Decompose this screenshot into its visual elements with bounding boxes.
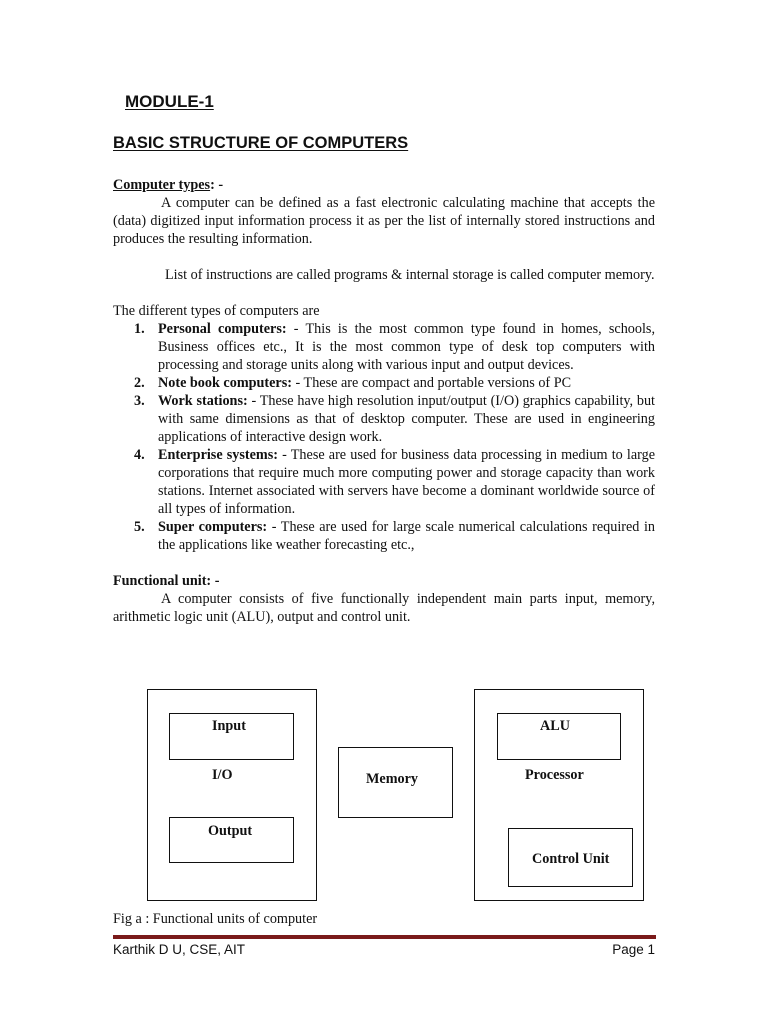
computer-types-suffix: : - bbox=[210, 177, 224, 193]
programs-paragraph: List of instructions are called programs & internal storage is called computer memory. bbox=[165, 267, 655, 283]
computer-types-heading bbox=[113, 176, 655, 194]
list-item-term: Super computers: bbox=[158, 519, 268, 535]
types-intro: The different types of computers are bbox=[113, 303, 320, 319]
functional-unit-heading: Functional unit: - bbox=[113, 573, 220, 589]
list-item bbox=[158, 446, 655, 518]
list-item-term: Note book computers: bbox=[158, 375, 292, 391]
footer-rule bbox=[113, 935, 656, 939]
processor-label: Processor bbox=[525, 767, 584, 783]
input-label: Input bbox=[212, 718, 246, 734]
document-body bbox=[113, 176, 655, 626]
output-label: Output bbox=[208, 823, 253, 839]
module-title: MODULE-1 bbox=[125, 92, 214, 111]
functional-unit-paragraph: A computer consists of five functionally independent main parts input, memory, arithmetic logic unit (ALU), output and control unit. bbox=[113, 591, 655, 625]
list-item bbox=[158, 392, 655, 446]
page-number: Page 1 bbox=[612, 942, 655, 957]
list-item-term: Work stations: bbox=[158, 393, 248, 409]
list-item bbox=[158, 320, 655, 374]
io-label: I/O bbox=[212, 767, 233, 783]
computer-types-list bbox=[113, 320, 655, 554]
figure-caption: Fig a : Functional units of computer bbox=[113, 911, 318, 927]
computer-types-title: Computer types bbox=[113, 177, 211, 193]
list-item-desc: - These have high resolution input/output (I/O) graphics capability, but with same dimensions as that of desktop computer. These are used in engineering applications of interactive design work. bbox=[158, 393, 656, 445]
footer-author: Karthik D U, CSE, AIT bbox=[113, 942, 246, 957]
list-item-desc: - These are used for business data processing in medium to large corporations that require much more computing power and storage capacity than work stations. Internet associated with servers have become a dominant worldwide source of all types of information. bbox=[158, 447, 655, 517]
main-heading: BASIC STRUCTURE OF COMPUTERS bbox=[113, 134, 409, 152]
computer-definition-paragraph: A computer can be defined as a fast electronic calculating machine that accepts the (data) digitized input information process it as per the list of internally stored instructions and produces the resulting information. bbox=[113, 195, 655, 247]
alu-label: ALU bbox=[540, 718, 570, 734]
list-item-desc: - These are used for large scale numerical calculations required in the applications like weather forecasting etc., bbox=[158, 519, 655, 553]
list-item-desc: - These are compact and portable versions of PC bbox=[291, 375, 572, 391]
list-item-term: Enterprise systems: bbox=[158, 447, 278, 463]
list-item bbox=[158, 374, 655, 392]
list-item-term: Personal computers: bbox=[158, 321, 287, 337]
list-item-desc: - This is the most common type found in homes, schools, Business offices etc., It is the most common type of desk top computers with processing and storage units along with various input and output devices. bbox=[158, 321, 655, 373]
list-item bbox=[158, 518, 655, 554]
control-unit-label: Control Unit bbox=[532, 851, 610, 867]
memory-label: Memory bbox=[366, 771, 418, 787]
